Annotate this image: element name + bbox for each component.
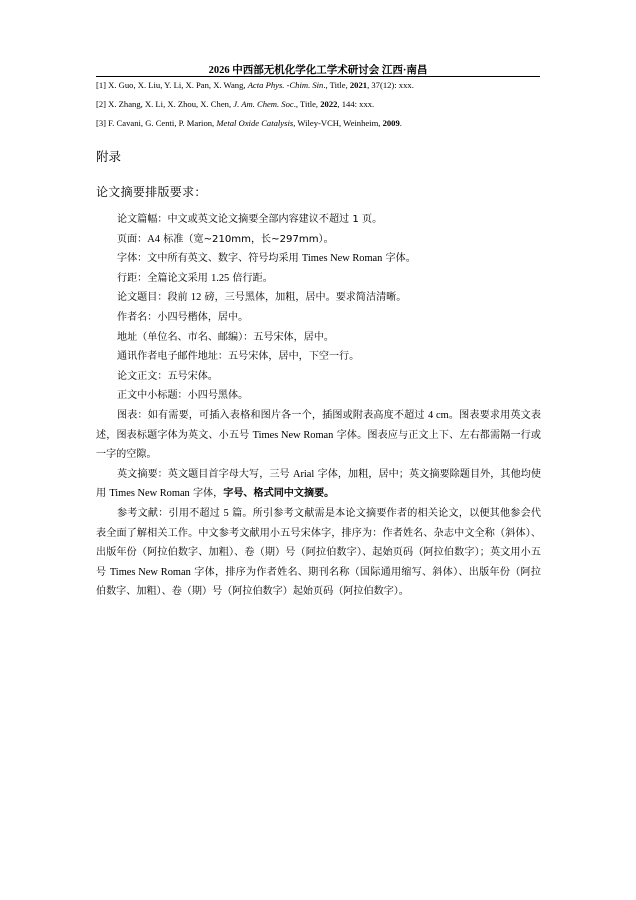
reference-book: Metal Oxide Catalysis [216, 118, 294, 128]
reference-publisher: , Wiley-VCH, Weinheim, [293, 118, 383, 128]
reference-authors: [1] X. Guo, X. Liu, Y. Li, X. Pan, X. Wang, [96, 80, 248, 90]
reference-journal: J. Am. Chem. Soc [233, 99, 294, 109]
reference-authors: [3] F. Cavani, G. Centi, P. Marion, [96, 118, 217, 128]
rule-email: 通讯作者电子邮件地址：五号宋体，居中，下空一行。 [117, 351, 360, 363]
reference-item-2 [96, 99, 540, 110]
rule-body: 论文正文：五号宋体。 [117, 370, 218, 382]
reference-item-1 [96, 80, 540, 91]
reference-year: 2022 [320, 99, 338, 109]
rule-page: 页面：A4 标准（宽~210mm，长~297mm）。 [117, 233, 334, 245]
appendix-heading: 附录 [96, 149, 122, 164]
reference-year: 2021 [349, 80, 368, 90]
rule-references: 参考文献：引用不超过 5 篇。所引参考文献需是本论文摘要作者的相关论文，以便其他参会代表全面了解相关工作。中文参考文献用小五号宋体字，排序为：作者姓名、杂志中文全称（斜体）、出版年份（阿拉伯数字、加粗）、卷（期）号（阿拉伯数字）、起始页码（阿拉伯数字）；英文用小五号 Times New Roman 字体，排序为作者姓名、期刊名称（国际通用缩写、斜体）、出版年份（阿拉伯数字、加粗）、卷（期）号（阿拉伯数字）起始页码（阿拉伯数字）。 [96, 507, 541, 598]
reference-journal: Acta Phys. -Chim. Sin [247, 80, 324, 90]
formatting-rules [96, 210, 541, 602]
rule-authors: 作者名：小四号楷体，居中。 [117, 311, 249, 323]
reference-year: 2009 [382, 118, 400, 128]
rule-figures: 图表：如有需要，可插入表格和图片各一个，插图或附表高度不超过 4 cm。图表要求用英文表述，图表标题字体为英文、小五号 Times New Roman 字体。图表应与正文上下、左右都需隔一行或一字的空隙。 [96, 409, 541, 461]
reference-end: . [399, 118, 402, 128]
reference-volume: , 144: xxx. [337, 99, 375, 109]
rule-english-abstract: 英文摘要：英文题目首字母大写，三号 Arial 字体，加粗，居中；英文摘要除题目外，其他均使用 Times New Roman 字体，字号、格式同中文摘要。 [96, 468, 541, 500]
formatting-requirements-heading: 论文摘要排版要求： [96, 185, 207, 199]
rule-line-spacing: 行距：全篇论文采用 1.25 倍行距。 [117, 272, 273, 284]
rule-title: 论文题目：段前 12 磅，三号黑体，加粗，居中。要求简洁清晰。 [117, 292, 407, 304]
reference-volume: , 37(12): xxx. [367, 80, 414, 90]
reference-title: ., Title, [293, 99, 321, 109]
reference-list [96, 80, 540, 137]
page-header-title: 2026 中西部无机化学化工学术研讨会 江西·南昌 [208, 65, 428, 76]
rule-subheading: 正文中小标题：小四号黑体。 [117, 390, 249, 402]
reference-title: ., Title, [323, 80, 350, 90]
rule-length: 论文篇幅：中文或英文论文摘要全部内容建议不超过 1 页。 [117, 214, 383, 225]
header-divider [96, 76, 540, 77]
rule-address: 地址（单位名、市名、邮编）：五号宋体，居中。 [117, 331, 335, 343]
rule-font: 字体：文中所有英文、数字、符号均采用 Times New Roman 字体。 [117, 253, 416, 265]
reference-item-3 [96, 118, 540, 129]
reference-authors: [2] X. Zhang, X. Li, X. Zhou, X. Chen, [96, 99, 234, 109]
